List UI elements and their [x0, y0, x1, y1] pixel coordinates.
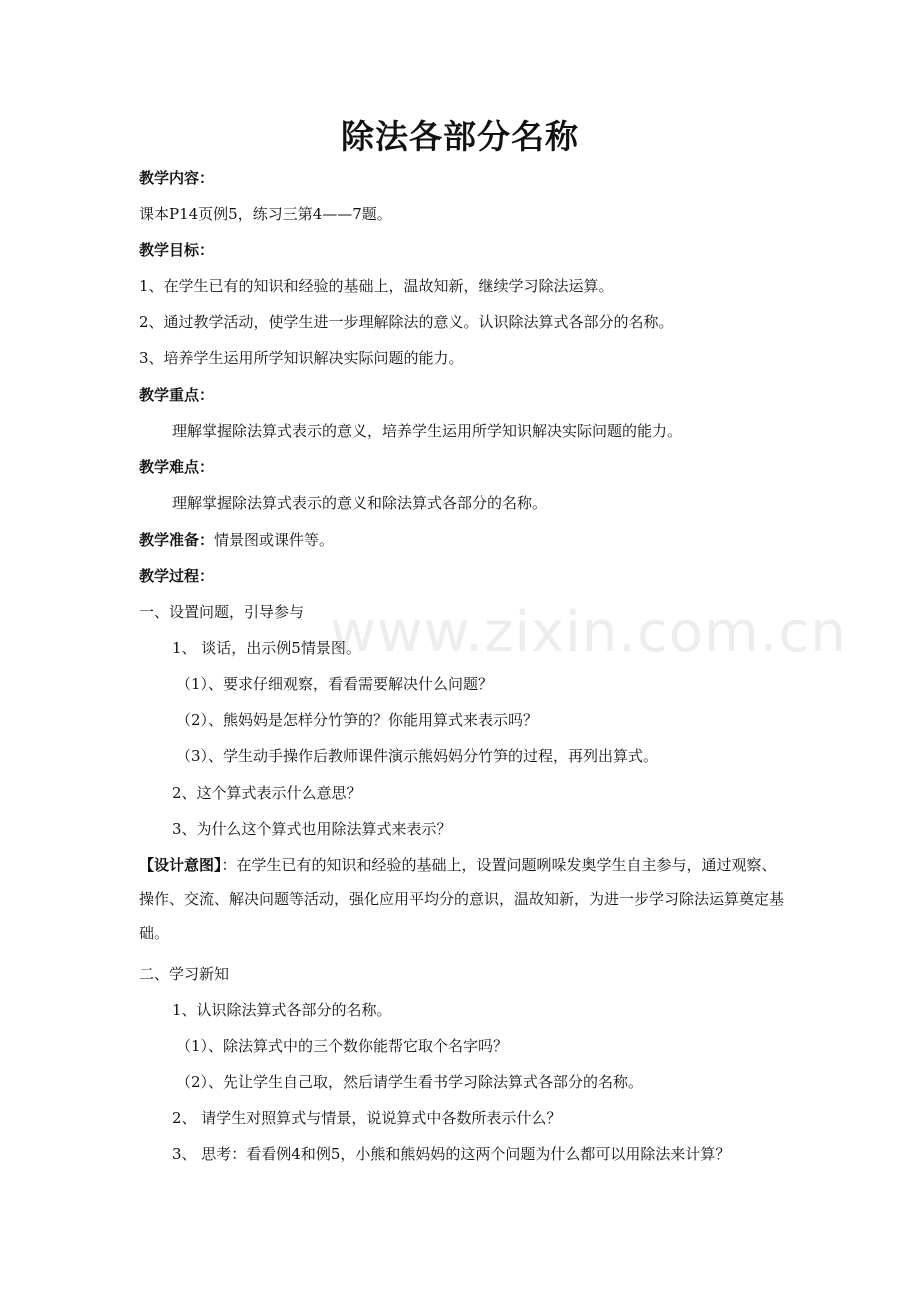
- section2-item: 3、 思考：看看例4和例5，小熊和熊妈妈的这两个问题为什么都可以用除法来计算？: [172, 1145, 731, 1163]
- section1-title: 一、设置问题，引导参与: [139, 603, 305, 621]
- page-title: 除法各部分名称: [341, 117, 579, 156]
- goal-item: 2、通过教学活动，使学生进一步理解除法的意义。认识除法算式各部分的名称。: [139, 313, 674, 331]
- section2-subitem: （1）、除法算式中的三个数你能帮它取个名字吗？: [176, 1037, 509, 1055]
- process-heading: 教学过程：: [139, 567, 215, 585]
- difficulties-heading: 教学难点：: [139, 458, 215, 476]
- section1-subitem: （2）、熊妈妈是怎样分竹笋的？你能用算式来表示吗？: [176, 711, 539, 729]
- key-points-text: 理解掌握除法算式表示的意义，培养学生运用所学知识解决实际问题的能力。: [172, 422, 683, 440]
- watermark-text: www.zixin.com.cn: [330, 600, 847, 665]
- design-intent-paragraph: [139, 848, 784, 950]
- section1-item: 1、 谈话，出示例5情景图。: [172, 639, 361, 657]
- section1-subitem: （1）、要求仔细观察，看看需要解决什么问题？: [176, 675, 494, 693]
- section1-item: 3、为什么这个算式也用除法算式来表示？: [172, 820, 452, 838]
- preparation-text: 情景图或课件等。: [214, 531, 335, 549]
- goal-item: 3、培养学生运用所学知识解决实际问题的能力。: [139, 349, 464, 367]
- key-points-heading: 教学重点：: [139, 386, 215, 404]
- design-intent-text: ：在学生已有的知识和经验的基础上，设置问题咧哚发奥学生自主参与，通过观察、操作、交流、解决问题等活动，强化应用平均分的意识，温故知新，为进一步学习除法运算奠定基础。: [139, 856, 785, 942]
- content-heading: 教学内容：: [139, 169, 215, 187]
- section2-subitem: （2）、先让学生自己取，然后请学生看书学习除法算式各部分的名称。: [176, 1073, 644, 1091]
- section1-subitem: （3）、学生动手操作后教师课件演示熊妈妈分竹笋的过程，再列出算式。: [176, 747, 659, 765]
- section2-item: 2、 请学生对照算式与情景，说说算式中各数所表示什么？: [172, 1109, 562, 1127]
- section2-title: 二、学习新知: [139, 965, 230, 983]
- preparation-line: [139, 529, 789, 551]
- preparation-heading: 教学准备：: [139, 531, 215, 549]
- section2-item: 1、认识除法算式各部分的名称。: [172, 1001, 392, 1019]
- goal-item: 1、在学生已有的知识和经验的基础上，温故知新，继续学习除法运算。: [139, 277, 614, 295]
- design-intent-label: 【设计意图】: [139, 856, 222, 874]
- goals-heading: 教学目标：: [139, 241, 215, 259]
- content-text: 课本P14页例5，练习三第4——7题。: [139, 205, 392, 223]
- difficulties-text: 理解掌握除法算式表示的意义和除法算式各部分的名称。: [172, 494, 548, 512]
- section1-item: 2、这个算式表示什么意思？: [172, 784, 362, 802]
